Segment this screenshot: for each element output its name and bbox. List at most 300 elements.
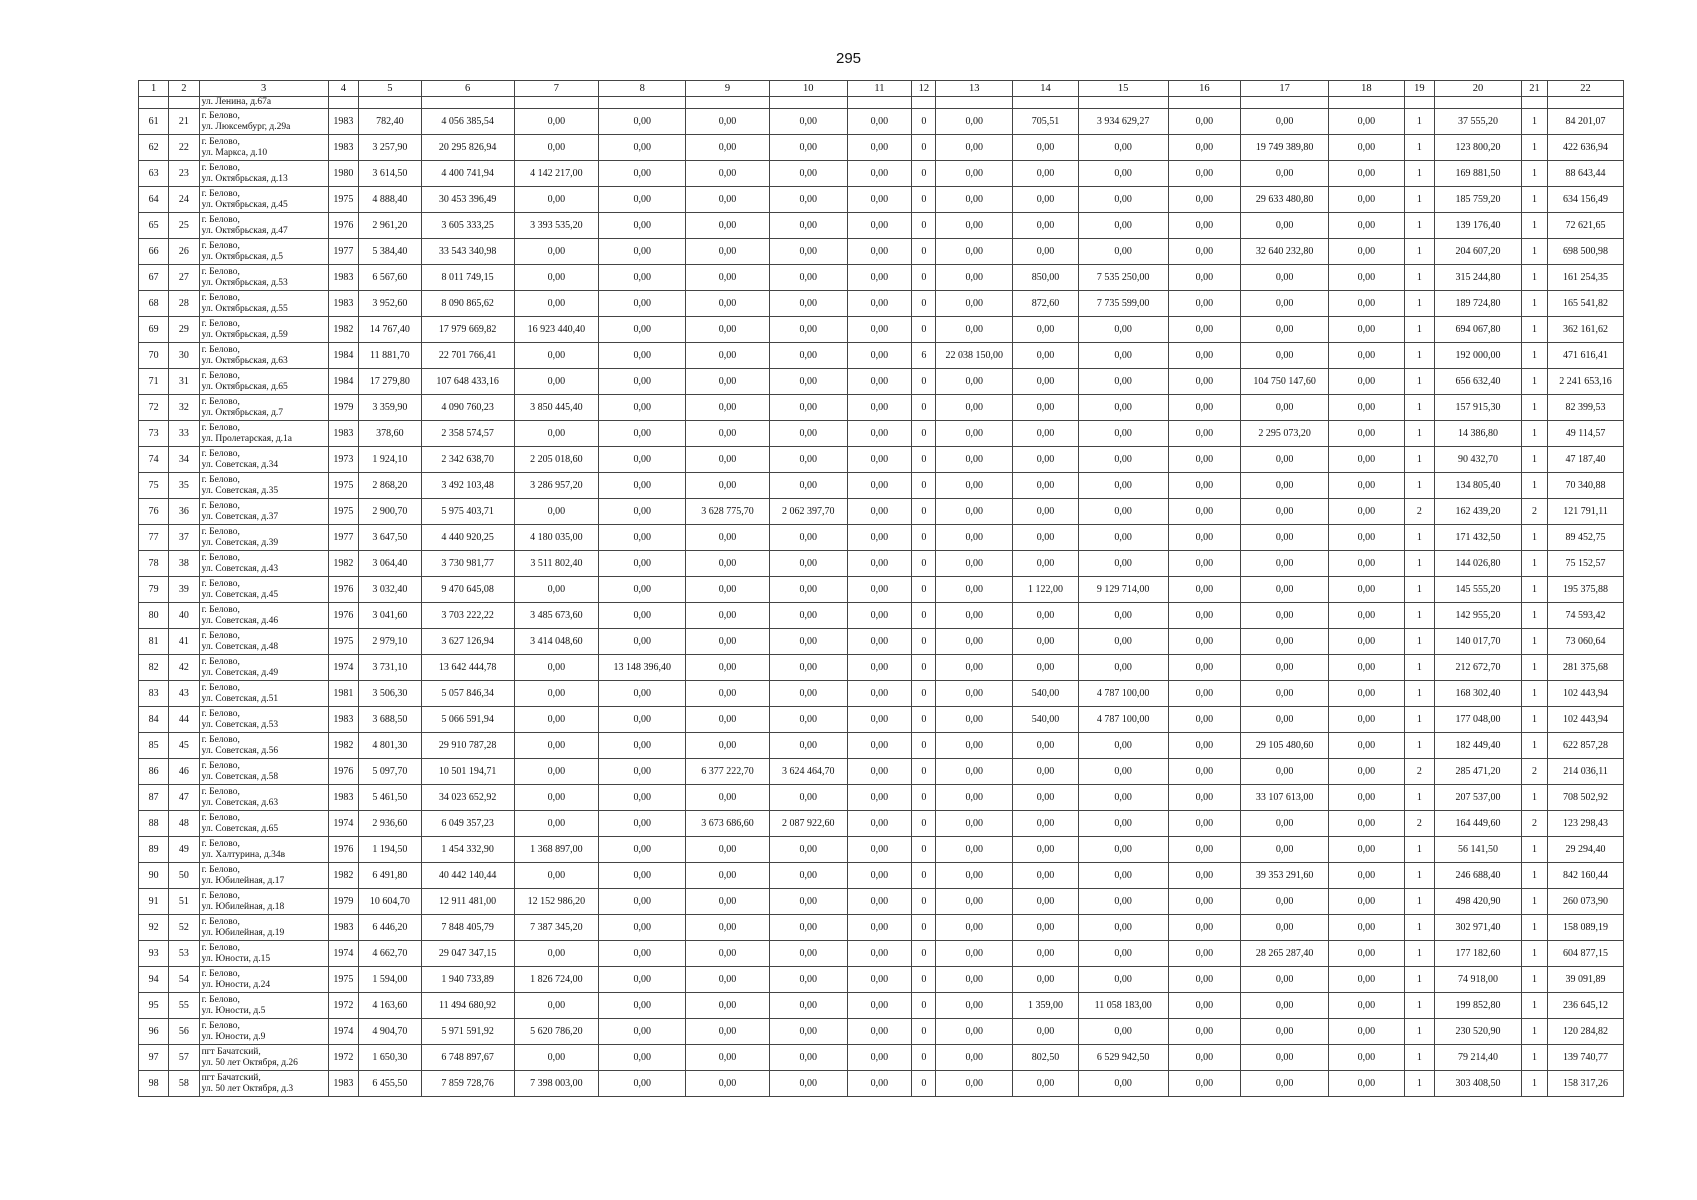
- table-cell: 0,00: [1168, 187, 1241, 213]
- table-cell: 0,00: [936, 681, 1013, 707]
- table-cell: 107 648 433,16: [421, 369, 514, 395]
- table-cell: 1974: [328, 1019, 358, 1045]
- table-cell: 55: [169, 993, 199, 1019]
- table-cell: 74 918,00: [1435, 967, 1522, 993]
- table-cell: 1: [1521, 265, 1547, 291]
- table-cell: 0,00: [1168, 629, 1241, 655]
- table-cell: 1982: [328, 551, 358, 577]
- table-cell: 0,00: [847, 239, 912, 265]
- table-cell: 1: [1521, 889, 1547, 915]
- table-cell: 0,00: [1168, 707, 1241, 733]
- address-street: ул. Октябрьская, д.65: [201, 381, 288, 392]
- table-cell: 29 105 480,60: [1241, 733, 1329, 759]
- table-cell: 0,00: [936, 395, 1013, 421]
- table-row: [139, 369, 1624, 395]
- address-locality: г. Белово,: [201, 137, 240, 147]
- table-cell: 0,00: [769, 239, 847, 265]
- column-number-header: 3: [199, 81, 328, 97]
- table-row: [139, 577, 1624, 603]
- table-cell: 0: [912, 161, 936, 187]
- table-cell: 1: [1521, 1019, 1547, 1045]
- table-cell: [1013, 97, 1079, 109]
- table-cell: [1435, 97, 1522, 109]
- table-cell: 3 041,60: [359, 603, 422, 629]
- table-cell: 0,00: [769, 577, 847, 603]
- table-cell: 83: [139, 681, 169, 707]
- table-cell: 1976: [328, 577, 358, 603]
- table-cell: 6: [912, 343, 936, 369]
- table-cell: 75 152,57: [1548, 551, 1624, 577]
- table-cell: 0,00: [599, 265, 686, 291]
- table-cell: 0,00: [1329, 915, 1405, 941]
- table-cell: 7 535 250,00: [1078, 265, 1168, 291]
- table-cell: 0,00: [847, 447, 912, 473]
- table-cell: 1976: [328, 213, 358, 239]
- address-street: ул. Маркса, д.10: [201, 147, 268, 158]
- address-cell: [199, 265, 328, 291]
- table-cell: 1973: [328, 447, 358, 473]
- table-cell: 0,00: [769, 369, 847, 395]
- table-cell: 0,00: [1329, 603, 1405, 629]
- table-cell: 0,00: [514, 759, 599, 785]
- table-cell: 1: [1404, 447, 1434, 473]
- table-cell: 2 868,20: [359, 473, 422, 499]
- table-cell: 0,00: [1168, 499, 1241, 525]
- address-cell: ул. Ленина, д.67а: [199, 97, 328, 109]
- table-cell: 0,00: [936, 967, 1013, 993]
- table-cell: 204 607,20: [1435, 239, 1522, 265]
- table-row: [139, 681, 1624, 707]
- table-cell: 62: [139, 135, 169, 161]
- table-cell: 0,00: [847, 1045, 912, 1071]
- table-cell: 0,00: [686, 655, 770, 681]
- table-cell: 0,00: [1168, 317, 1241, 343]
- table-cell: 21: [169, 109, 199, 135]
- table-cell: 85: [139, 733, 169, 759]
- table-cell: 1: [1521, 187, 1547, 213]
- table-cell: 6 529 942,50: [1078, 1045, 1168, 1071]
- table-cell: 1: [1404, 681, 1434, 707]
- table-cell: 168 302,40: [1435, 681, 1522, 707]
- table-cell: 0,00: [936, 1045, 1013, 1071]
- table-cell: 0,00: [1241, 967, 1329, 993]
- table-cell: 76: [139, 499, 169, 525]
- table-cell: 88: [139, 811, 169, 837]
- table-cell: 28 265 287,40: [1241, 941, 1329, 967]
- table-cell: 0,00: [1078, 655, 1168, 681]
- table-cell: 77: [139, 525, 169, 551]
- table-cell: 0,00: [1168, 343, 1241, 369]
- table-cell: 0,00: [686, 889, 770, 915]
- table-row: [139, 993, 1624, 1019]
- table-cell: 0,00: [686, 1045, 770, 1071]
- table-cell: 199 852,80: [1435, 993, 1522, 1019]
- table-cell: 0,00: [599, 941, 686, 967]
- table-cell: 422 636,94: [1548, 135, 1624, 161]
- table-row: [139, 135, 1624, 161]
- table-cell: 0,00: [847, 811, 912, 837]
- table-cell: 1: [1521, 343, 1547, 369]
- table-cell: 73 060,64: [1548, 629, 1624, 655]
- table-cell: 0,00: [847, 863, 912, 889]
- table-cell: 0,00: [1241, 681, 1329, 707]
- table-cell: 78: [139, 551, 169, 577]
- table-cell: 0,00: [936, 993, 1013, 1019]
- table-row: [139, 889, 1624, 915]
- table-cell: 0,00: [936, 863, 1013, 889]
- table-cell: 0,00: [847, 707, 912, 733]
- table-cell: 0,00: [847, 733, 912, 759]
- table-cell: 58: [169, 1071, 199, 1097]
- table-cell: 14 386,80: [1435, 421, 1522, 447]
- table-cell: [599, 97, 686, 109]
- table-cell: 0,00: [599, 551, 686, 577]
- table-cell: 57: [169, 1045, 199, 1071]
- table-cell: 2: [1404, 499, 1434, 525]
- table-cell: 140 017,70: [1435, 629, 1522, 655]
- table-cell: 0,00: [847, 187, 912, 213]
- table-cell: 0,00: [1241, 915, 1329, 941]
- table-cell: 48: [169, 811, 199, 837]
- table-cell: 0,00: [847, 759, 912, 785]
- table-cell: 0,00: [769, 525, 847, 551]
- table-cell: 0,00: [599, 603, 686, 629]
- table-cell: 1: [1404, 109, 1434, 135]
- table-cell: 0,00: [847, 291, 912, 317]
- table-cell: 1974: [328, 811, 358, 837]
- table-cell: 0,00: [686, 629, 770, 655]
- table-cell: 40 442 140,44: [421, 863, 514, 889]
- table-cell: 0,00: [1329, 525, 1405, 551]
- table-cell: 0,00: [1329, 733, 1405, 759]
- table-cell: 0: [912, 811, 936, 837]
- table-cell: 0,00: [1168, 239, 1241, 265]
- address-street: ул. Советская, д.53: [201, 719, 279, 730]
- table-cell: 0,00: [599, 915, 686, 941]
- table-cell: [169, 97, 199, 109]
- table-cell: 56: [169, 1019, 199, 1045]
- table-cell: 842 160,44: [1548, 863, 1624, 889]
- table-cell: 95: [139, 993, 169, 1019]
- table-cell: 0,00: [847, 967, 912, 993]
- table-cell: 97: [139, 1045, 169, 1071]
- table-cell: 0,00: [936, 187, 1013, 213]
- table-cell: [1329, 97, 1405, 109]
- table-cell: 31: [169, 369, 199, 395]
- table-cell: 0,00: [1241, 655, 1329, 681]
- table-cell: 1: [1404, 421, 1434, 447]
- table-cell: 0,00: [1013, 473, 1079, 499]
- table-cell: 44: [169, 707, 199, 733]
- table-cell: 0,00: [1013, 369, 1079, 395]
- table-cell: 0,00: [1241, 343, 1329, 369]
- table-cell: 872,60: [1013, 291, 1079, 317]
- table-cell: 0,00: [769, 863, 847, 889]
- table-cell: 2: [1521, 499, 1547, 525]
- table-cell: 1 924,10: [359, 447, 422, 473]
- table-cell: 1: [1521, 967, 1547, 993]
- table-cell: 42: [169, 655, 199, 681]
- table-cell: 0,00: [1168, 109, 1241, 135]
- table-cell: 9 470 645,08: [421, 577, 514, 603]
- table-cell: 0,00: [1078, 499, 1168, 525]
- table-cell: 45: [169, 733, 199, 759]
- table-cell: 0,00: [1329, 239, 1405, 265]
- table-cell: 89 452,75: [1548, 525, 1624, 551]
- address-locality: г. Белово,: [201, 293, 240, 303]
- address-locality: г. Белово,: [201, 423, 240, 433]
- table-cell: 1: [1521, 993, 1547, 1019]
- table-cell: 0,00: [1241, 577, 1329, 603]
- table-cell: 0,00: [1329, 837, 1405, 863]
- table-cell: 2 900,70: [359, 499, 422, 525]
- table-cell: 0,00: [1168, 681, 1241, 707]
- table-cell: 4 163,60: [359, 993, 422, 1019]
- address-cell: [199, 1019, 328, 1045]
- table-cell: 3 032,40: [359, 577, 422, 603]
- table-cell: 14 767,40: [359, 317, 422, 343]
- table-cell: 0,00: [936, 239, 1013, 265]
- table-cell: 0,00: [1013, 863, 1079, 889]
- table-cell: 46: [169, 759, 199, 785]
- table-cell: 11 058 183,00: [1078, 993, 1168, 1019]
- address-street: ул. 50 лет Октября, д.26: [201, 1057, 298, 1068]
- table-cell: 0,00: [1013, 1071, 1079, 1097]
- table-cell: 0,00: [936, 577, 1013, 603]
- table-cell: 1975: [328, 499, 358, 525]
- table-cell: 0,00: [599, 343, 686, 369]
- table-cell: 0,00: [1241, 707, 1329, 733]
- table-cell: 0,00: [599, 1071, 686, 1097]
- table-cell: 0,00: [1168, 1045, 1241, 1071]
- table-cell: 1: [1521, 447, 1547, 473]
- continuation-row: [139, 97, 1624, 109]
- table-cell: 0,00: [847, 1019, 912, 1045]
- table-row: [139, 265, 1624, 291]
- table-cell: 0,00: [1013, 967, 1079, 993]
- table-cell: 0,00: [847, 837, 912, 863]
- column-number-header: 16: [1168, 81, 1241, 97]
- table-row: [139, 343, 1624, 369]
- address-locality: г. Белово,: [201, 319, 240, 329]
- table-cell: 177 048,00: [1435, 707, 1522, 733]
- table-cell: 0,00: [847, 915, 912, 941]
- table-cell: 3 605 333,25: [421, 213, 514, 239]
- table-cell: 0,00: [1329, 369, 1405, 395]
- table-cell: 39 353 291,60: [1241, 863, 1329, 889]
- table-cell: 2: [1404, 811, 1434, 837]
- table-cell: 0,00: [1168, 161, 1241, 187]
- address-locality: г. Белово,: [201, 969, 240, 979]
- table-cell: 0,00: [1329, 161, 1405, 187]
- address-cell: [199, 499, 328, 525]
- table-cell: 1972: [328, 993, 358, 1019]
- table-cell: 64: [139, 187, 169, 213]
- address-locality: г. Белово,: [201, 267, 240, 277]
- address-locality: г. Белово,: [201, 215, 240, 225]
- table-cell: 0,00: [936, 369, 1013, 395]
- table-cell: 0,00: [936, 1019, 1013, 1045]
- table-cell: 2 979,10: [359, 629, 422, 655]
- table-cell: 4 056 385,54: [421, 109, 514, 135]
- table-cell: 0: [912, 733, 936, 759]
- table-cell: 0,00: [599, 1019, 686, 1045]
- table-cell: 1: [1404, 1045, 1434, 1071]
- table-cell: 1: [1404, 863, 1434, 889]
- table-cell: 0,00: [1241, 993, 1329, 1019]
- table-cell: 260 073,90: [1548, 889, 1624, 915]
- table-cell: 0,00: [686, 785, 770, 811]
- table-cell: 0: [912, 629, 936, 655]
- table-row: [139, 473, 1624, 499]
- table-cell: 1: [1521, 577, 1547, 603]
- table-cell: 1: [1404, 603, 1434, 629]
- table-cell: 10 501 194,71: [421, 759, 514, 785]
- table-cell: [912, 97, 936, 109]
- table-cell: 96: [139, 1019, 169, 1045]
- table-cell: 1: [1521, 655, 1547, 681]
- table-cell: 0,00: [1013, 837, 1079, 863]
- column-number-header: 2: [169, 81, 199, 97]
- table-cell: 0,00: [599, 707, 686, 733]
- table-cell: 378,60: [359, 421, 422, 447]
- table-cell: 0,00: [686, 239, 770, 265]
- table-cell: 34 023 652,92: [421, 785, 514, 811]
- table-cell: 0,00: [514, 863, 599, 889]
- table-cell: 1: [1404, 889, 1434, 915]
- table-cell: 0,00: [1078, 837, 1168, 863]
- table-cell: 0,00: [1168, 603, 1241, 629]
- address-cell: [199, 525, 328, 551]
- table-cell: 0,00: [599, 239, 686, 265]
- table-cell: 1976: [328, 759, 358, 785]
- table-cell: 25: [169, 213, 199, 239]
- table-cell: 0,00: [514, 655, 599, 681]
- table-cell: 0,00: [847, 629, 912, 655]
- table-cell: 0: [912, 1071, 936, 1097]
- table-cell: 16 923 440,40: [514, 317, 599, 343]
- table-cell: 10 604,70: [359, 889, 422, 915]
- table-row: [139, 395, 1624, 421]
- table-cell: [359, 97, 422, 109]
- table-cell: 8 090 865,62: [421, 291, 514, 317]
- table-cell: 5 384,40: [359, 239, 422, 265]
- table-cell: 0,00: [769, 941, 847, 967]
- table-cell: 0,00: [514, 785, 599, 811]
- table-cell: 0,00: [1329, 1045, 1405, 1071]
- address-locality: г. Белово,: [201, 449, 240, 459]
- address-street: ул. Советская, д.58: [201, 771, 279, 782]
- address-locality: г. Белово,: [201, 891, 240, 901]
- table-cell: 246 688,40: [1435, 863, 1522, 889]
- table-cell: 4 787 100,00: [1078, 707, 1168, 733]
- table-cell: 11 494 680,92: [421, 993, 514, 1019]
- table-cell: 0,00: [686, 421, 770, 447]
- table-row: [139, 161, 1624, 187]
- table-cell: 0,00: [514, 135, 599, 161]
- table-cell: 802,50: [1013, 1045, 1079, 1071]
- table-cell: 0,00: [936, 733, 1013, 759]
- table-cell: 29: [169, 317, 199, 343]
- table-cell: 32 640 232,80: [1241, 239, 1329, 265]
- table-cell: 0,00: [686, 837, 770, 863]
- table-cell: 0,00: [599, 499, 686, 525]
- table-cell: 37 555,20: [1435, 109, 1522, 135]
- table-cell: 24: [169, 187, 199, 213]
- table-cell: 362 161,62: [1548, 317, 1624, 343]
- table-cell: 4 142 217,00: [514, 161, 599, 187]
- table-cell: 0,00: [1168, 395, 1241, 421]
- table-cell: 11 881,70: [359, 343, 422, 369]
- table-cell: 0,00: [1078, 915, 1168, 941]
- table-cell: 0,00: [1329, 811, 1405, 837]
- table-cell: 157 915,30: [1435, 395, 1522, 421]
- table-cell: 0,00: [769, 915, 847, 941]
- table-cell: 0,00: [847, 889, 912, 915]
- table-cell: 0,00: [936, 317, 1013, 343]
- table-cell: 0,00: [1013, 733, 1079, 759]
- table-cell: 8 011 749,15: [421, 265, 514, 291]
- table-cell: 38: [169, 551, 199, 577]
- address-locality: г. Белово,: [201, 371, 240, 381]
- table-cell: 0,00: [686, 343, 770, 369]
- table-cell: 162 439,20: [1435, 499, 1522, 525]
- table-cell: 0,00: [1013, 603, 1079, 629]
- table-cell: 0: [912, 291, 936, 317]
- table-cell: 0: [912, 473, 936, 499]
- address-cell: [199, 213, 328, 239]
- table-cell: [328, 97, 358, 109]
- table-cell: 82: [139, 655, 169, 681]
- table-cell: 0,00: [1078, 343, 1168, 369]
- table-cell: 142 955,20: [1435, 603, 1522, 629]
- table-cell: 0,00: [1013, 915, 1079, 941]
- table-cell: 1: [1404, 707, 1434, 733]
- table-cell: 2: [1521, 811, 1547, 837]
- address-locality: г. Белово,: [201, 345, 240, 355]
- table-cell: 0,00: [847, 655, 912, 681]
- table-cell: 0,00: [1013, 135, 1079, 161]
- table-cell: 0,00: [686, 941, 770, 967]
- table-cell: 0,00: [1013, 395, 1079, 421]
- table-cell: 0,00: [599, 135, 686, 161]
- table-cell: 74 593,42: [1548, 603, 1624, 629]
- table-cell: 0,00: [686, 135, 770, 161]
- table-cell: 0,00: [1168, 135, 1241, 161]
- table-cell: 0,00: [1168, 785, 1241, 811]
- table-cell: 0: [912, 317, 936, 343]
- table-cell: 0,00: [686, 473, 770, 499]
- table-cell: 0,00: [686, 187, 770, 213]
- table-cell: 0,00: [1329, 681, 1405, 707]
- column-number-header-row: [139, 81, 1624, 97]
- table-cell: 32: [169, 395, 199, 421]
- table-cell: 0,00: [769, 135, 847, 161]
- address-locality: г. Белово,: [201, 917, 240, 927]
- table-cell: 1979: [328, 395, 358, 421]
- address-locality: г. Белово,: [201, 397, 240, 407]
- table-cell: 1: [1521, 395, 1547, 421]
- table-cell: 12 911 481,00: [421, 889, 514, 915]
- table-cell: 1984: [328, 343, 358, 369]
- table-cell: 1: [1404, 733, 1434, 759]
- table-cell: [1548, 97, 1624, 109]
- address-street: ул. Советская, д.37: [201, 511, 279, 522]
- table-cell: 1984: [328, 369, 358, 395]
- table-row: [139, 629, 1624, 655]
- table-cell: 0,00: [1168, 265, 1241, 291]
- table-cell: 0,00: [599, 187, 686, 213]
